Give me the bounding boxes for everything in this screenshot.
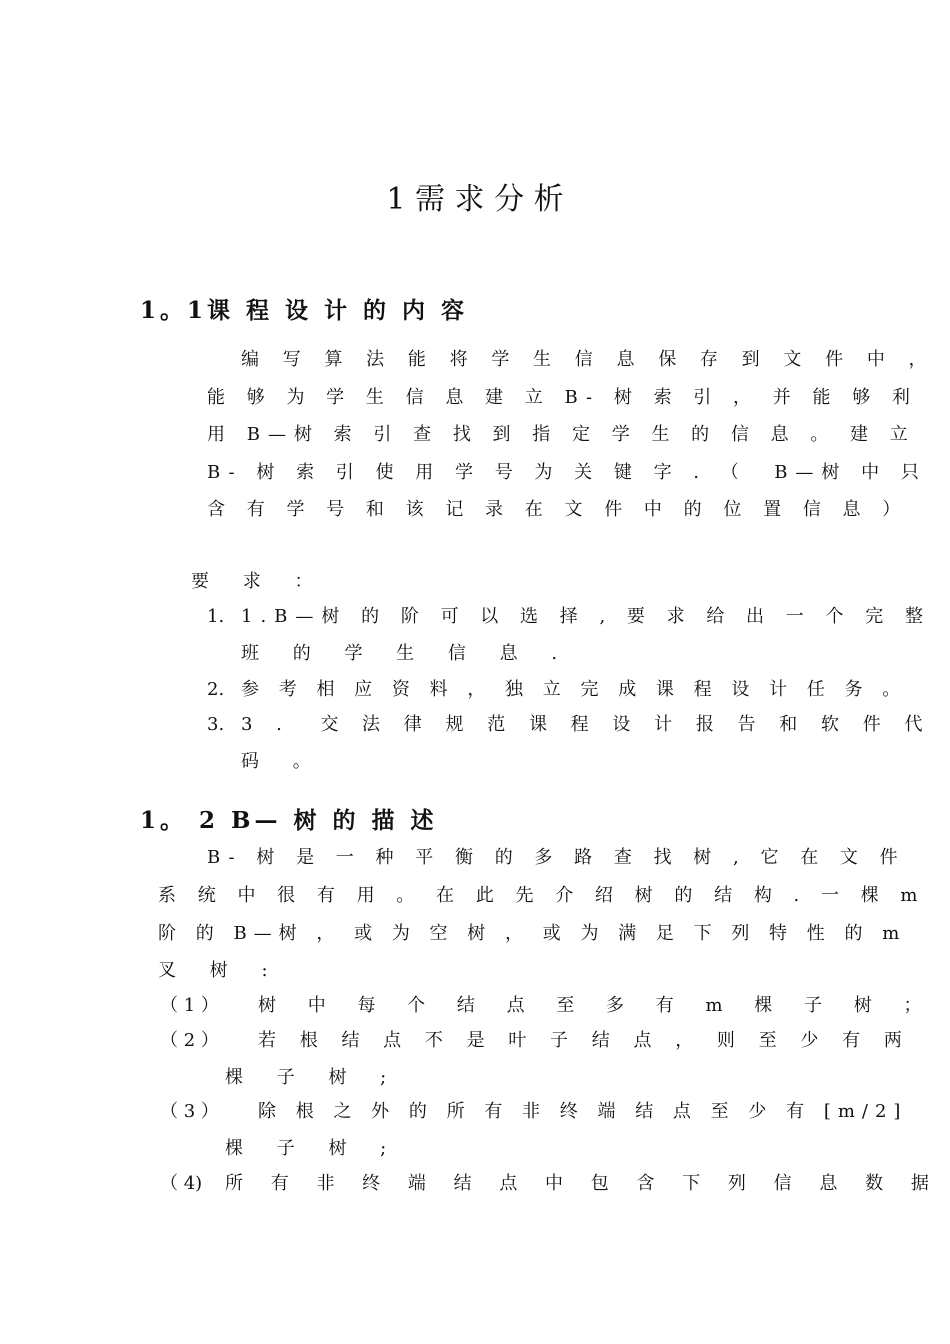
requirements-label: 要 求 ： [191, 571, 327, 592]
paragraph-line: B- 树 是 一 种 平 衡 的 多 路 查 找 树 , 它 在 文 件 [207, 847, 906, 868]
paragraph-line: 系 统 中 很 有 用 。 在 此 先 介 绍 树 的 结 构 . 一 棵 m [158, 885, 926, 906]
section-heading-1-1: 1。1课 程 设 计 的 内 容 [140, 297, 469, 324]
list-number: （ 3 ） [160, 1101, 219, 1122]
list-item: 若 根 结 点 不 是 叶 子 结 点 ， 则 至 少 有 两 [258, 1030, 911, 1051]
list-item-continuation: 码 。 [241, 751, 325, 772]
list-number: （ 4) [160, 1173, 203, 1194]
list-item: 3 . 交 法 律 规 范 课 程 设 计 报 告 和 软 件 代 [241, 714, 932, 735]
list-item: 除 根 之 外 的 所 有 非 终 端 结 点 至 少 有 [m/2] [258, 1101, 908, 1122]
paragraph-line: 能 够 为 学 生 信 息 建 立 B- 树 索 引 ， 并 能 够 利 [207, 387, 918, 408]
list-item-continuation: 棵 子 树 ; [225, 1138, 401, 1159]
paragraph-line: B- 树 索 引 使 用 学 号 为 关 键 字 . （ B—树 中 只 [207, 462, 927, 483]
list-number: 3. [207, 714, 225, 735]
chapter-title: 1 需 求 分 析 [386, 182, 564, 217]
list-item: 所 有 非 终 端 结 点 中 包 含 下 列 信 息 数 据 [225, 1173, 940, 1194]
list-number: 2. [207, 679, 225, 700]
list-item-continuation: 班 的 学 生 信 息 . [241, 643, 572, 664]
list-item-continuation: 棵 子 树 ; [225, 1067, 401, 1088]
paragraph-line: 用 B—树 索 引 查 找 到 指 定 学 生 的 信 息 。 建 立 [207, 424, 916, 445]
list-number: （ 2 ） [160, 1030, 219, 1051]
list-number: （ 1 ） [160, 995, 219, 1016]
list-number: 1. [207, 606, 225, 627]
list-item: 树 中 每 个 结 点 至 多 有 m 棵 子 树 ； [258, 995, 935, 1016]
paragraph-line: 阶 的 B—树 ， 或 为 空 树 ， 或 为 满 足 下 列 特 性 的 m [158, 923, 907, 944]
paragraph-line: 含 有 学 号 和 该 记 录 在 文 件 中 的 位 置 信 息 ） [207, 499, 909, 520]
paragraph-line: 编 写 算 法 能 将 学 生 信 息 保 存 到 文 件 中 ， [241, 349, 936, 370]
list-item: 1.B—树 的 阶 可 以 选 择 , 要 求 给 出 一 个 完 整 [241, 606, 931, 627]
section-heading-1-2: 1。 2 B— 树 的 描 述 [140, 807, 438, 834]
list-item: 参 考 相 应 资 料 ， 独 立 完 成 课 程 设 计 任 务 。 [241, 679, 908, 700]
paragraph-line: 叉 树 : [158, 960, 282, 981]
